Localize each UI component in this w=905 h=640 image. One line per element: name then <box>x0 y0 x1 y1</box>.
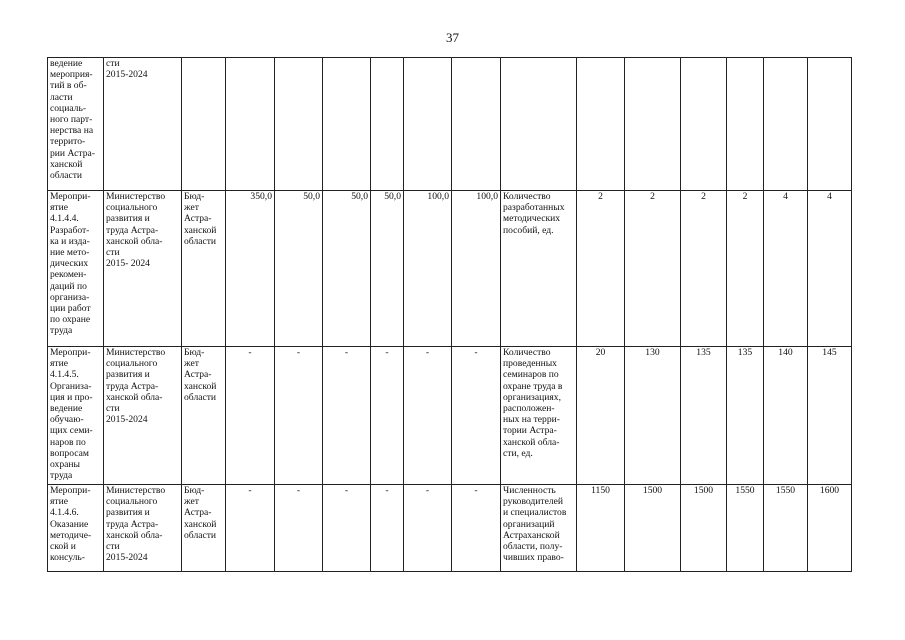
measure-cell-line: труда <box>50 325 73 337</box>
funding-value-cell: - <box>371 485 404 572</box>
indicator-cell-line: семинаров по <box>503 369 559 381</box>
funding-value-cell: 100,0 <box>452 191 501 347</box>
measure-cell-line: труда <box>50 470 73 482</box>
measure-cell-line: обучаю- <box>50 414 84 426</box>
funding-source-cell-line: области <box>184 235 217 247</box>
measure-cell-line: Организа- <box>50 380 92 392</box>
measure-cell-line: нерства на <box>50 125 94 137</box>
measure-cell-line: ведение <box>50 403 83 415</box>
measure-cell-line: методиче- <box>50 529 92 541</box>
measure-cell-line: Разработ- <box>50 224 90 236</box>
measure-cell-line: области <box>50 170 83 182</box>
target-value-cell: 2 <box>681 191 727 347</box>
funding-value-cell: - <box>323 347 371 485</box>
measure-cell-line: ка и изда- <box>50 235 90 247</box>
measure-cell-line: Оказание <box>50 518 89 530</box>
measure-cell-line: Меропри- <box>50 485 91 496</box>
indicator-cell-line: Астраханской <box>503 529 560 541</box>
executor-cell-line: 2015-2024 <box>106 552 148 564</box>
funding-source-cell-line: ханской <box>184 224 217 236</box>
target-value-cell: 1500 <box>625 485 681 572</box>
funding-value-cell: - <box>371 347 404 485</box>
executor-cell-line: сти <box>106 403 120 415</box>
indicator-cell-line: разработанных <box>503 202 565 214</box>
target-value-cell: 135 <box>727 347 764 485</box>
executor-cell-line: Министерство <box>106 485 166 496</box>
funding-source-cell-line: Бюд- <box>184 347 205 358</box>
executor-cell-line: социального <box>106 358 158 370</box>
executor-cell-line: Министерство <box>106 347 166 358</box>
executor-cell <box>104 191 182 347</box>
indicator-cell <box>501 347 577 485</box>
measure-cell <box>48 485 104 572</box>
funding-source-cell-line: Астра- <box>184 369 212 381</box>
measure-cell-line: 4.1.4.4. <box>50 213 79 225</box>
measure-cell-line: по охране <box>50 314 91 326</box>
target-value-cell: 1550 <box>764 485 808 572</box>
measure-cell-line: щих семи- <box>50 425 93 437</box>
table-row <box>48 485 852 572</box>
executor-cell-line: развития и <box>106 507 150 519</box>
indicator-cell-line: и специалистов <box>503 507 567 519</box>
funding-value-cell: 50,0 <box>275 191 323 347</box>
measure-cell-line: террито- <box>50 136 86 148</box>
funding-value-cell: 50,0 <box>323 191 371 347</box>
executor-cell-line: развития и <box>106 213 150 225</box>
measure-cell-line: 4.1.4.6. <box>50 507 79 519</box>
page-number: 37 <box>446 30 459 45</box>
measure-cell-line: социаль- <box>50 102 87 114</box>
indicator-cell-line: Количество <box>503 347 551 358</box>
measure-cell-line: ятие <box>50 496 68 508</box>
target-value-cell: 145 <box>808 347 852 485</box>
target-value-cell <box>727 58 764 191</box>
funding-source-cell-line: жет <box>184 496 199 508</box>
funding-value-cell: - <box>226 485 275 572</box>
measure-cell-line: ятие <box>50 202 68 214</box>
target-value-cell <box>577 58 625 191</box>
funding-value-cell: 50,0 <box>371 191 404 347</box>
funding-value-cell: - <box>323 485 371 572</box>
indicator-cell-line: ных на терри- <box>503 414 560 426</box>
executor-cell <box>104 347 182 485</box>
executor-cell-line: ханской обла- <box>106 529 163 541</box>
indicator-cell-line: организаций <box>503 518 555 530</box>
target-value-cell: 1150 <box>577 485 625 572</box>
measure-cell-line: ской и <box>50 541 76 553</box>
measure-cell-line: ведение <box>50 58 83 69</box>
indicator-cell-line: проведенных <box>503 358 557 370</box>
measure-cell <box>48 347 104 485</box>
funding-value-cell: - <box>275 347 323 485</box>
executor-cell-line: 2015-2024 <box>106 69 148 81</box>
measure-cell <box>48 58 104 191</box>
measure-cell-line: мероприя- <box>50 69 93 81</box>
measure-cell-line: рекомен- <box>50 269 87 281</box>
funding-value-cell <box>323 58 371 191</box>
funding-value-cell: 100,0 <box>404 191 452 347</box>
indicator-cell <box>501 58 577 191</box>
funding-value-cell: - <box>404 347 452 485</box>
indicator-cell-line: руководителей <box>503 496 564 508</box>
table-row <box>48 191 852 347</box>
table-row <box>48 347 852 485</box>
funding-source-cell-line: Бюд- <box>184 191 205 202</box>
target-value-cell <box>625 58 681 191</box>
measure-cell-line: ции работ <box>50 303 91 315</box>
measure-cell-line: охраны <box>50 459 80 471</box>
executor-cell-line: 2015- 2024 <box>106 258 150 270</box>
funding-source-cell-line: Астра- <box>184 213 212 225</box>
funding-value-cell: - <box>226 347 275 485</box>
executor-cell-line: социального <box>106 202 158 214</box>
indicator-cell-line: Количество <box>503 191 551 202</box>
funding-value-cell: - <box>452 485 501 572</box>
funding-value-cell <box>371 58 404 191</box>
target-value-cell <box>764 58 808 191</box>
indicator-cell-line: области, полу- <box>503 541 563 553</box>
executor-cell-line: ханской обла- <box>106 235 163 247</box>
executor-cell-line: сти <box>106 58 120 69</box>
indicator-cell-line: тории Астра- <box>503 425 557 437</box>
funding-source-cell-line: жет <box>184 358 199 370</box>
indicator-cell-line: охране труда в <box>503 380 563 392</box>
executor-cell-line: ханской обла- <box>106 391 163 403</box>
measure-cell-line: ласти <box>50 91 73 103</box>
indicator-cell-line: организациях, <box>503 391 561 403</box>
executor-cell-line: труда Астра- <box>106 518 159 530</box>
measure-cell-line: ного парт- <box>50 114 93 126</box>
indicator-cell <box>501 191 577 347</box>
target-value-cell: 4 <box>808 191 852 347</box>
funding-source-cell-line: области <box>184 529 217 541</box>
executor-cell <box>104 485 182 572</box>
funding-value-cell: - <box>404 485 452 572</box>
measure-cell-line: наров по <box>50 436 86 448</box>
funding-source-cell <box>182 191 226 347</box>
executor-cell-line: Министерство <box>106 191 166 202</box>
target-value-cell <box>808 58 852 191</box>
indicator-cell-line: сти, ед. <box>503 447 533 459</box>
executor-cell-line: развития и <box>106 369 150 381</box>
executor-cell-line: труда Астра- <box>106 380 159 392</box>
funding-source-cell-line: области <box>184 391 217 403</box>
funding-value-cell: 350,0 <box>226 191 275 347</box>
target-value-cell: 135 <box>681 347 727 485</box>
table-row <box>48 58 852 191</box>
funding-value-cell <box>452 58 501 191</box>
executor-cell-line: сти <box>106 541 120 553</box>
funding-source-cell-line: ханской <box>184 380 217 392</box>
indicator-cell-line: методических <box>503 213 561 225</box>
target-value-cell: 1600 <box>808 485 852 572</box>
funding-value-cell <box>404 58 452 191</box>
funding-value-cell: - <box>452 347 501 485</box>
funding-value-cell <box>226 58 275 191</box>
measure-cell-line: рии Астра- <box>50 147 95 159</box>
target-value-cell: 2 <box>577 191 625 347</box>
indicator-cell-line: расположен- <box>503 403 555 415</box>
funding-value-cell: - <box>275 485 323 572</box>
funding-value-cell <box>275 58 323 191</box>
indicator-cell-line: чивших право- <box>503 552 564 564</box>
executor-cell-line: сти <box>106 247 120 259</box>
target-value-cell: 2 <box>625 191 681 347</box>
target-value-cell: 2 <box>727 191 764 347</box>
measure-cell-line: Меропри- <box>50 191 91 202</box>
measure-cell-line: дических <box>50 258 89 270</box>
target-value-cell: 1550 <box>727 485 764 572</box>
funding-source-cell <box>182 485 226 572</box>
funding-source-cell-line: ханской <box>184 518 217 530</box>
target-value-cell <box>681 58 727 191</box>
measure-cell-line: даций по <box>50 280 87 292</box>
measure-cell <box>48 191 104 347</box>
measure-cell-line: организа- <box>50 291 90 303</box>
measure-cell-line: консуль- <box>50 552 85 564</box>
target-value-cell: 140 <box>764 347 808 485</box>
executor-cell <box>104 58 182 191</box>
target-value-cell: 4 <box>764 191 808 347</box>
measure-cell-line: ятие <box>50 358 68 370</box>
funding-source-cell-line: Бюд- <box>184 485 205 496</box>
executor-cell-line: труда Астра- <box>106 224 159 236</box>
target-value-cell: 130 <box>625 347 681 485</box>
measure-cell-line: 4.1.4.5. <box>50 369 79 381</box>
executor-cell-line: 2015-2024 <box>106 414 148 426</box>
target-value-cell: 1500 <box>681 485 727 572</box>
indicator-cell-line: ханской обла- <box>503 436 560 448</box>
funding-source-cell <box>182 347 226 485</box>
measure-cell-line: ханской <box>50 158 83 170</box>
target-value-cell: 20 <box>577 347 625 485</box>
measure-cell-line: ция и про- <box>50 391 93 403</box>
measure-cell-line: вопросам <box>50 447 89 459</box>
executor-cell-line: социального <box>106 496 158 508</box>
measure-cell-line: тий в об- <box>50 80 87 92</box>
program-table <box>47 57 852 572</box>
indicator-cell-line: пособий, ед. <box>503 224 554 236</box>
measure-cell-line: ние мето- <box>50 247 90 259</box>
funding-source-cell-line: Астра- <box>184 507 212 519</box>
funding-source-cell-line: жет <box>184 202 199 214</box>
indicator-cell-line: Численность <box>503 485 556 496</box>
measure-cell-line: Меропри- <box>50 347 91 358</box>
indicator-cell <box>501 485 577 572</box>
funding-source-cell <box>182 58 226 191</box>
